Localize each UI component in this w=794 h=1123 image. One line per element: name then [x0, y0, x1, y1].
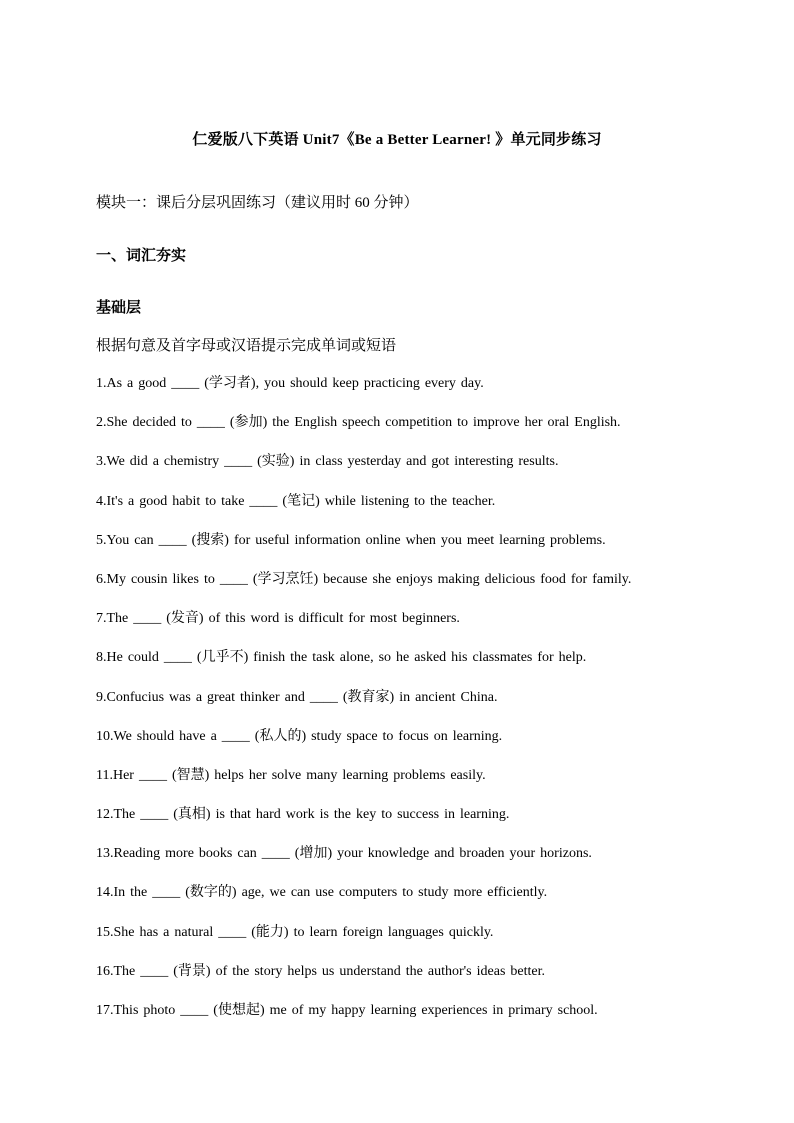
question-item: 15.She has a natural ____ (能力) to learn foreign languages quickly. — [96, 924, 494, 940]
module-heading: 模块一：课后分层巩固练习（建议用时 60 分钟） — [96, 195, 419, 211]
question-item: 17.This photo ____ (使想起) me of my happy learning experiences in primary school. — [96, 1003, 598, 1018]
question-item: 6.My cousin likes to ____ (学习烹饪) because she enjoys making delicious food for family. — [96, 571, 632, 587]
question-item: 10.We should have a ____ (私人的) study space to focus on learning. — [96, 728, 503, 744]
question-list — [96, 374, 746, 1040]
question-item: 3.We did a chemistry ____ (实验) in class yesterday and got interesting results. — [96, 454, 559, 470]
question-item: 12.The ____ (真相) is that hard work is the key to success in learning. — [96, 807, 510, 823]
question-item: 13.Reading more books can ____ (增加) your knowledge and broaden your horizons. — [96, 846, 592, 862]
question-item: 8.He could ____ (几乎不) finish the task alone, so he asked his classmates for help. — [96, 650, 587, 666]
question-item: 14.In the ____ (数字的) age, we can use computers to study more efficiently. — [96, 885, 548, 901]
exercise-instruction: 根据句意及首字母或汉语提示完成单词或短语 — [96, 338, 397, 354]
question-item: 5.You can ____ (搜索) for useful information online when you meet learning problems. — [96, 532, 606, 548]
question-item: 11.Her ____ (智慧) helps her solve many learning problems easily. — [96, 767, 486, 783]
section-heading: 一、词汇夯实 — [96, 248, 187, 264]
question-item: 4.It's a good habit to take ____ (笔记) while listening to the teacher. — [96, 493, 496, 509]
question-item: 1.As a good ____ (学习者), you should keep practicing every day. — [96, 376, 484, 391]
document-title: 仁爱版八下英语 Unit7《Be a Better Learner! 》单元同步练习 — [192, 132, 602, 148]
question-item: 9.Confucius was a great thinker and ____ (教育家) in ancient China. — [96, 689, 498, 705]
question-item: 7.The ____ (发音) of this word is difficult for most beginners. — [96, 611, 460, 627]
question-item: 16.The ____ (背景) of the story helps us understand the author's ideas better. — [96, 963, 545, 979]
question-item: 2.She decided to ____ (参加) the English speech competition to improve her oral English. — [96, 415, 621, 431]
level-heading: 基础层 — [96, 300, 142, 316]
